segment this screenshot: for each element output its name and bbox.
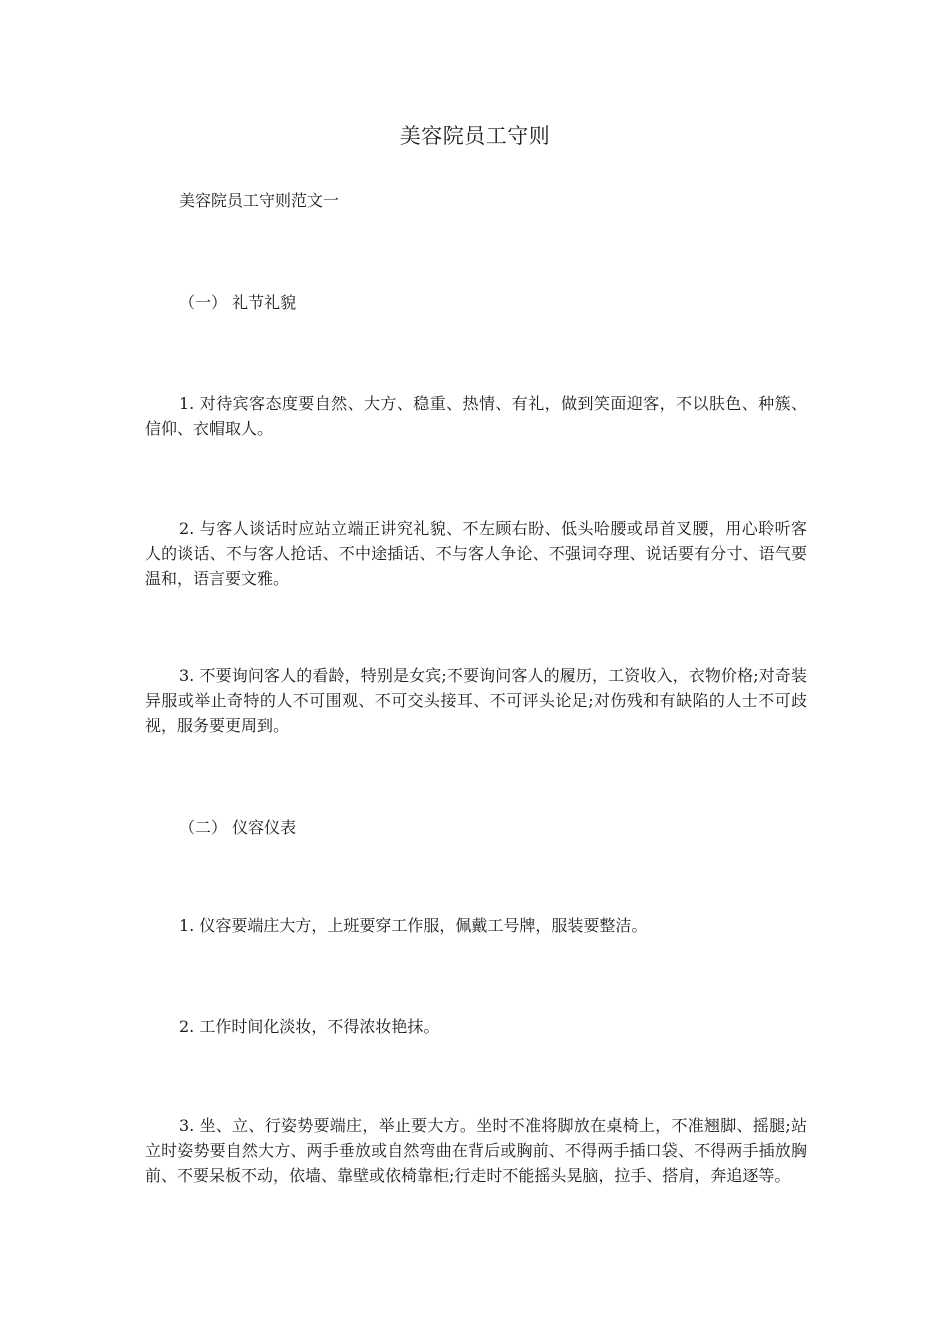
document-title: 美容院员工守则 bbox=[399, 124, 551, 148]
section-heading-1: （一） 礼节礼貌 bbox=[179, 293, 297, 312]
section-1-item-3: 3. 不要询问客人的看龄，特别是女宾;不要询问客人的履历，工资收入，衣物价格;对奇装异服或举止奇特的人不可围观、不可交头接耳、不可评头论足;对伤残和有缺陷的人士不可歧视，服务要更周到。 bbox=[145, 666, 807, 735]
section-2-item-1: 1. 仪容要端庄大方，上班要穿工作服，佩戴工号牌，服装要整洁。 bbox=[179, 916, 648, 935]
section-2-item-3: 3. 坐、立、行姿势要端庄，举止要大方。坐时不准将脚放在桌椅上，不准翘脚、摇腿;站立时姿势要自然大方、两手垂放或自然弯曲在背后或胸前、不得两手插口袋、不得两手插放胸前、不要呆板不动，依墙、靠壁或依椅靠柜;行走时不能摇头晃脑，拉手、搭肩，奔追逐等。 bbox=[145, 1116, 807, 1185]
section-heading-2: （二） 仪容仪表 bbox=[179, 818, 297, 837]
section-1-item-2: 2. 与客人谈话时应站立端正讲究礼貌、不左顾右盼、低头哈腰或昂首叉腰，用心聆听客人的谈话、不与客人抢话、不中途插话、不与客人争论、不强词夺理、说话要有分寸、语气要温和，语言要文雅。 bbox=[145, 519, 807, 588]
document-subtitle: 美容院员工守则范文一 bbox=[179, 191, 340, 210]
section-1-item-1: 1. 对待宾客态度要自然、大方、稳重、热情、有礼，做到笑面迎客，不以肤色、种簇、信仰、衣帽取人。 bbox=[145, 394, 807, 438]
section-2-item-2: 2. 工作时间化淡妆，不得浓妆艳抹。 bbox=[179, 1017, 440, 1036]
